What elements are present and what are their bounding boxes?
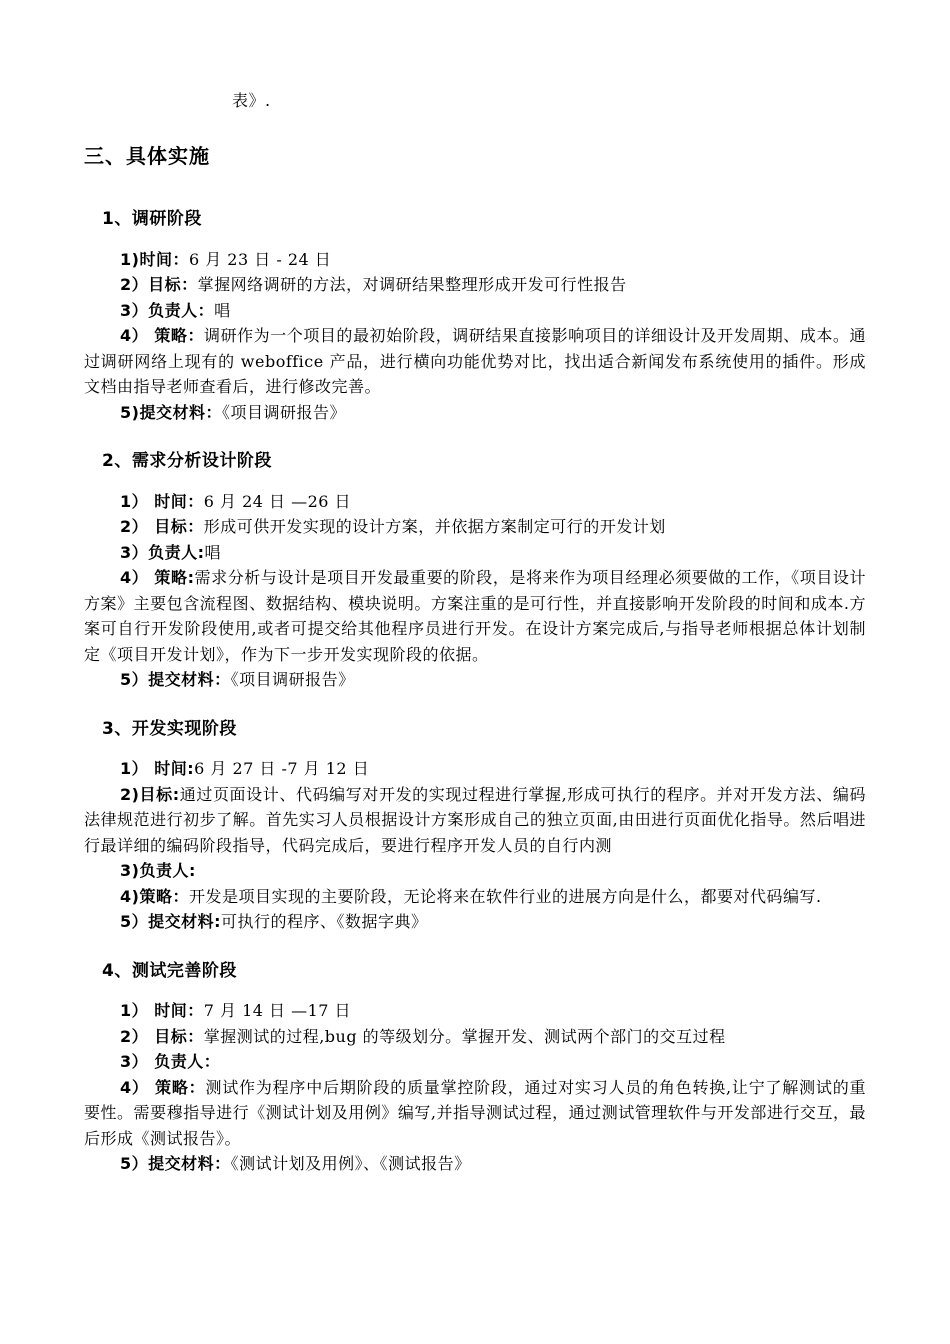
item-label: 4)策略： xyxy=(120,886,189,906)
phase-item xyxy=(84,514,866,540)
item-label: 5）提交材料： xyxy=(120,670,231,689)
item-label: 2）目标： xyxy=(120,275,198,294)
item-text: 《项目调研报告》 xyxy=(230,670,355,689)
item-label: 1)时间： xyxy=(120,249,189,269)
item-text: 《测试计划及用例》、《测试报告》 xyxy=(230,1154,471,1173)
item-text: 调研作为一个项目的最初始阶段，调研结果直接影响项目的详细设计及开发周期、成本。通过调研网络上现有的 weboffice 产品，进行横向功能优势对比，找出适合新闻发布系统使用的插件。形成文档由指导老师查看后，进行修改完善。 xyxy=(84,326,866,396)
item-text: 测试作为程序中后期阶段的质量掌控阶段，通过对实习人员的角色转换,让宁了解测试的重要性。需要穆指导进行《测试计划及用例》编写,并指导测试过程，通过测试管理软件与开发部进行交互，最后形成《测试报告》。 xyxy=(84,1077,866,1148)
item-text: 形成可供开发实现的设计方案，并依据方案制定可行的开发计划 xyxy=(203,517,666,536)
item-text: 通过页面设计、代码编写对开发的实现过程进行掌握,形成可执行的程序。并对开发方法、编码法律规范进行初步了解。首先实习人员根据设计方案形成自己的独立页面,由田进行页面优化指导。然后唱进行最详细的编码阶段指导，代码完成后，要进行程序开发人员的自行内测 xyxy=(84,784,866,855)
item-text: 开发是项目实现的主要阶段，无论将来在软件行业的进展方向是什么，都要对代码编写. xyxy=(188,886,822,906)
item-label: 4） 策略: xyxy=(120,568,195,587)
phase-title: 3、开发实现阶段 xyxy=(102,718,237,739)
phase-section xyxy=(84,959,866,1177)
phase-item xyxy=(84,565,866,667)
item-label: 2)目标: xyxy=(120,784,180,804)
item-text: 唱 xyxy=(204,542,222,562)
phase-item xyxy=(84,782,866,859)
item-text: 6 月 27 日 -7 月 12 日 xyxy=(194,759,370,778)
phase-item xyxy=(84,858,866,884)
phase-title: 4、测试完善阶段 xyxy=(102,960,237,981)
item-label: 4） 策略： xyxy=(120,326,205,345)
section-heading: 三、具体实施 xyxy=(84,143,210,168)
phase-item xyxy=(84,400,866,426)
item-label: 1） 时间: xyxy=(120,759,195,778)
phase-title: 1、调研阶段 xyxy=(102,209,202,229)
item-text: 唱 xyxy=(214,300,231,320)
phase-title: 2、需求分析设计阶段 xyxy=(102,451,272,471)
item-label: 5）提交材料: xyxy=(120,912,222,931)
item-label: 1） 时间： xyxy=(120,1001,204,1020)
item-label: 2） 目标： xyxy=(120,1026,204,1046)
phase-item xyxy=(84,998,866,1024)
item-label: 4） 策略： xyxy=(120,1077,206,1097)
item-label: 3)负责人: xyxy=(120,861,196,880)
phase-item xyxy=(84,756,866,782)
item-text: 掌握网络调研的方法，对调研结果整理形成开发可行性报告 xyxy=(197,275,627,294)
item-label: 5）提交材料： xyxy=(120,1154,231,1173)
phase-item xyxy=(84,272,866,298)
item-label: 5)提交材料： xyxy=(120,402,222,422)
phase-item xyxy=(84,1024,866,1050)
phase-item xyxy=(84,1151,866,1177)
item-label: 3） 负责人： xyxy=(120,1052,221,1071)
item-text: 掌握测试的过程,bug 的等级划分。掌握开发、测试两个部门的交互过程 xyxy=(203,1026,726,1046)
phase-item xyxy=(84,1075,866,1152)
phase-section xyxy=(84,449,866,693)
continuation-text: 表》. xyxy=(232,91,271,110)
phase-item xyxy=(84,247,866,273)
item-label: 1） 时间： xyxy=(120,491,204,511)
item-label: 3）负责人： xyxy=(120,300,215,320)
phase-item xyxy=(84,540,866,566)
phase-item xyxy=(84,323,866,400)
item-text: 需求分析与设计是项目开发最重要的阶段，是将来作为项目经理必须要做的工作，《项目设计方案》主要包含流程图、数据结构、模块说明。方案注重的是可行性，并直接影响开发阶段的时间和成本.方案可自行开发阶段使用,或者可提交给其他程序员进行开发。在设计方案完成后,与指导老师根据总体计划制定《项目开发计划》，作为下一步开发实现阶段的依据。 xyxy=(84,568,866,664)
phase-section xyxy=(84,207,866,425)
item-label: 3）负责人: xyxy=(120,542,205,562)
item-label: 2） 目标： xyxy=(120,517,204,536)
phase-item xyxy=(84,489,866,515)
item-text: 《项目调研报告》 xyxy=(221,402,346,422)
item-text: 6 月 24 日 —26 日 xyxy=(203,491,352,511)
item-text: 可执行的程序、《数据字典》 xyxy=(221,912,428,931)
phase-section xyxy=(84,717,866,935)
phase-item xyxy=(84,884,866,910)
item-text: 7 月 14 日 —17 日 xyxy=(203,1001,352,1020)
phase-item xyxy=(84,1049,866,1075)
item-text: 6 月 23 日 - 24 日 xyxy=(188,249,332,269)
phase-item xyxy=(84,909,866,935)
phase-item xyxy=(84,667,866,693)
phase-item xyxy=(84,298,866,324)
sections-container xyxy=(84,207,866,1177)
